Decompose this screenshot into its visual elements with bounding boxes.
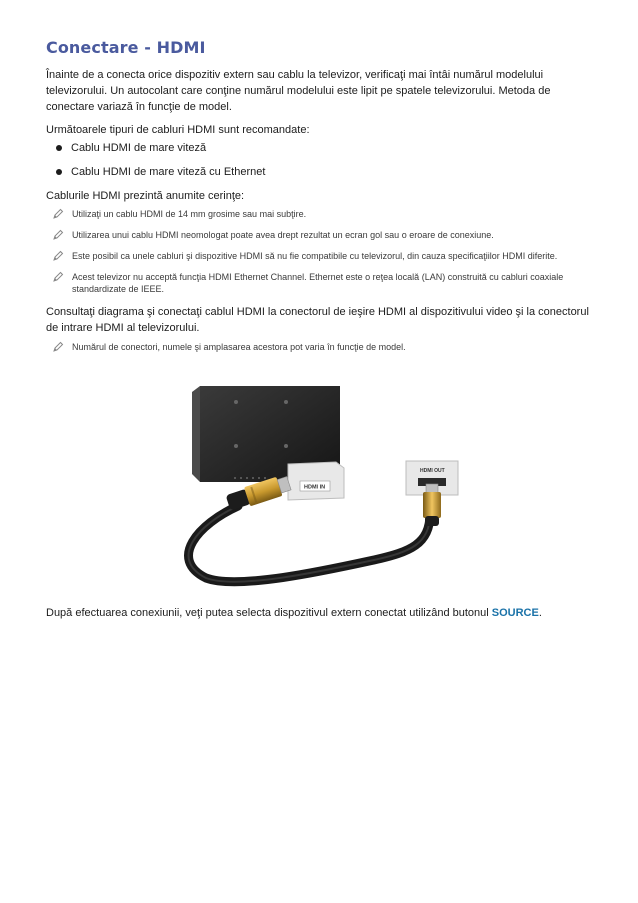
hdmi-in-port (288, 462, 344, 500)
hdmi-plug-right (423, 484, 441, 526)
pencil-icon (52, 341, 64, 353)
hdmi-out-label: HDMI OUT (420, 468, 445, 474)
note-text: Este posibil ca unele cabluri şi dispozitive HDMI să nu fie compatibile cu televizorul, din cauza specificaţiilor HDMI diferite. (72, 251, 558, 261)
pencil-icon (52, 229, 64, 241)
hdmi-cable (189, 506, 430, 582)
note-item (46, 250, 598, 262)
note-item (46, 208, 598, 220)
hdmi-in-label: HDMI IN (304, 484, 326, 491)
pencil-icon (52, 250, 64, 262)
note-text: Utilizarea unui cablu HDMI neomologat poate avea drept rezultat un ecran gol sau o eroare de conexiune. (72, 230, 494, 240)
after-text-before: După efectuarea conexiunii, veţi putea selecta dispozitivul extern conectat utilizând butonul (46, 607, 492, 619)
intro-paragraph: Înainte de a conecta orice dispozitiv extern sau cablu la televizor, verificaţi mai întâi numărul modelului televizorului. Un autocolant care conţine numărul modelului este lipit pe spatele televizorului. Metoda de conectare variază în funcţie de model. (46, 69, 551, 113)
note-item (46, 271, 598, 295)
after-connection-text (46, 605, 542, 621)
pencil-icon (52, 208, 64, 220)
requirements-notes (46, 208, 598, 295)
source-button-label: SOURCE (491, 607, 539, 619)
note-text: Acest televizor nu acceptă funcţia HDMI Ethernet Channel. Ethernet este o reţea locală (LAN) construită cu cabluri coaxiale standardizate de IEEE. (72, 272, 564, 294)
list-item: Cablu HDMI de mare viteză cu Ethernet (46, 164, 598, 180)
note-item (46, 229, 598, 241)
diagram-intro: Consultaţi diagrama şi conectaţi cablul HDMI la conectorul de ieşire HDMI al dispozitivului video şi la conectorul de intrare HDMI al televizorului. (46, 306, 589, 334)
list-item: Cablu HDMI de mare viteză (46, 140, 598, 156)
after-text-end: . (538, 607, 542, 619)
page-content (46, 38, 598, 362)
diagram-note (46, 341, 598, 353)
recommended-list (46, 140, 598, 180)
requirements-intro: Cablurile HDMI prezintă anumite cerinţe: (46, 190, 245, 202)
pencil-icon (52, 271, 64, 283)
note-text: Numărul de conectori, numele şi amplasarea acestora pot varia în funcţie de model. (72, 342, 406, 352)
hdmi-connection-diagram (148, 384, 473, 599)
section-title: Conectare - HDMI (46, 38, 206, 57)
note-text: Utilizaţi un cablu HDMI de 14 mm grosime sau mai subţire. (72, 209, 307, 219)
recommended-intro: Următoarele tipuri de cabluri HDMI sunt recomandate: (46, 124, 310, 136)
